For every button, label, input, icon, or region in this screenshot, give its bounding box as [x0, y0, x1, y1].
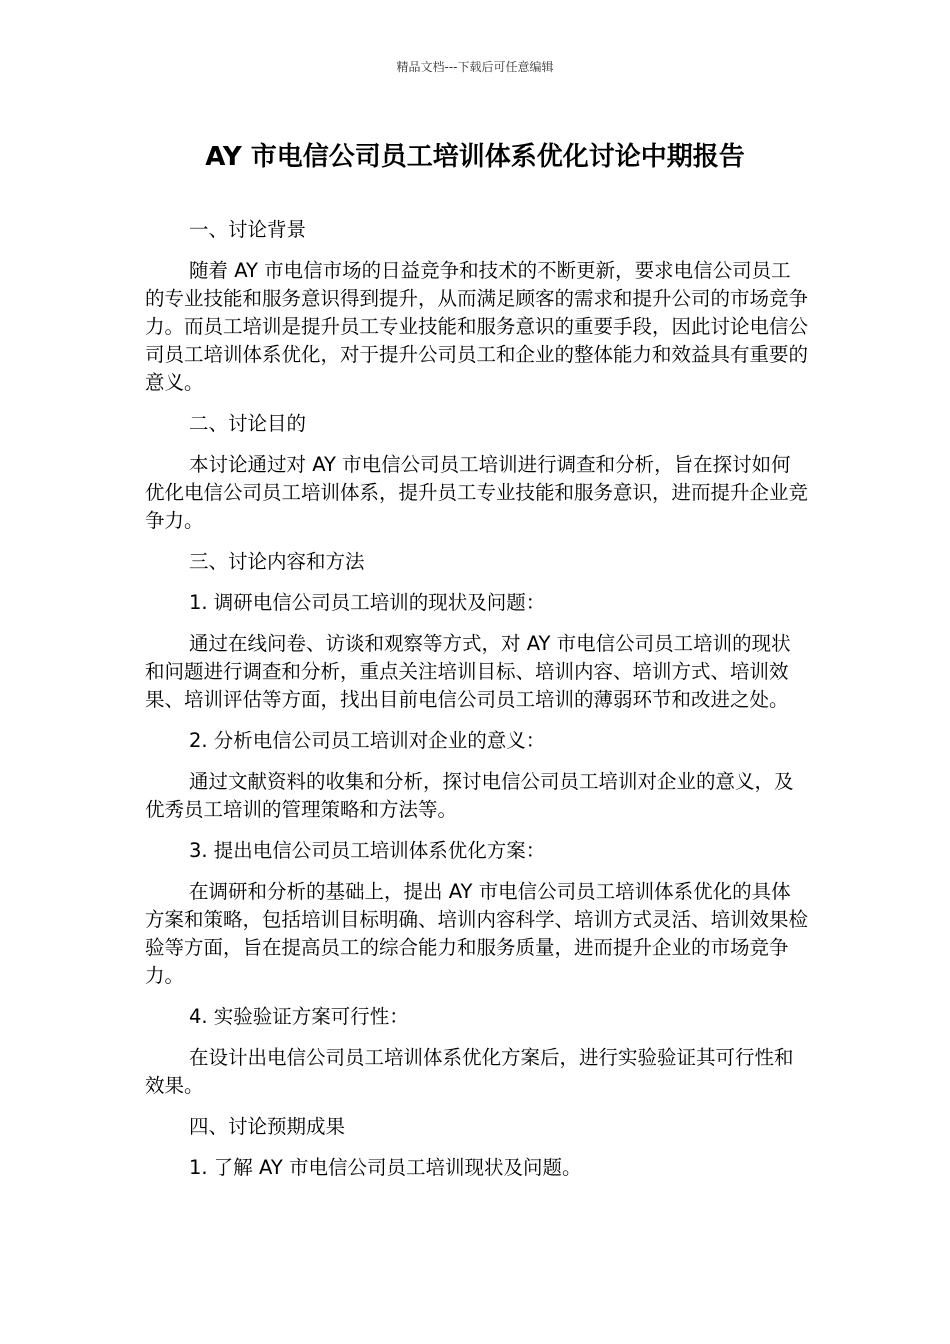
paragraph-background: 随着 AY 市电信市场的日益竞争和技术的不断更新，要求电信公司员工的专业技能和服务意识得到提升，从而满足顾客的需求和提升公司的市场竞争力。而员工培训是提升员工专业技能和服务意识的重要手段，因此讨论电信公司员工培训体系优化，对于提升公司员工和企业的整体能力和效益具有重要的意义。 — [145, 259, 809, 394]
list-item-result-1: 1. 了解 AY 市电信公司员工培训现状及问题。 — [189, 1156, 582, 1179]
paragraph-item-2: 通过文献资料的收集和分析，探讨电信公司员工培训对企业的意义，及优秀员工培训的管理策略和方法等。 — [145, 770, 794, 821]
document-title: AY 市电信公司员工培训体系优化讨论中期报告 — [205, 142, 745, 172]
section-heading-expected-results: 四、讨论预期成果 — [189, 1115, 346, 1138]
paragraph-item-3: 在调研和分析的基础上，提出 AY 市电信公司员工培训体系优化的具体方案和策略，包括培训目标明确、培训内容科学、培训方式灵活、培训效果检验等方面，旨在提高员工的综合能力和服务质量，进而提升企业的市场竞争力。 — [145, 880, 809, 987]
paragraph-item-1: 通过在线问卷、访谈和观察等方式，对 AY 市电信公司员工培训的现状和问题进行调查和分析，重点关注培训目标、培训内容、培训方式、培训效果、培训评估等方面，找出目前电信公司员工培训的薄弱环节和改进之处。 — [145, 632, 791, 711]
section-heading-content-methods: 三、讨论内容和方法 — [189, 550, 365, 573]
header-note: 精品文档---下载后可任意编辑 — [396, 60, 554, 74]
paragraph-item-4: 在设计出电信公司员工培训体系优化方案后，进行实验验证其可行性和效果。 — [145, 1046, 794, 1097]
list-item-heading-1: 1. 调研电信公司员工培训的现状及问题： — [189, 591, 546, 614]
section-heading-purpose: 二、讨论目的 — [189, 412, 307, 435]
list-item-heading-4: 4. 实验验证方案可行性： — [189, 1005, 409, 1028]
list-item-heading-3: 3. 提出电信公司员工培训体系优化方案： — [189, 839, 546, 862]
section-heading-background: 一、讨论背景 — [189, 218, 307, 241]
paragraph-purpose: 本讨论通过对 AY 市电信公司员工培训进行调查和分析，旨在探讨如何优化电信公司员工培训体系，提升员工专业技能和服务意识，进而提升企业竞争力。 — [145, 453, 809, 532]
document-body — [145, 216, 810, 1195]
list-item-heading-2: 2. 分析电信公司员工培训对企业的意义： — [189, 729, 546, 752]
